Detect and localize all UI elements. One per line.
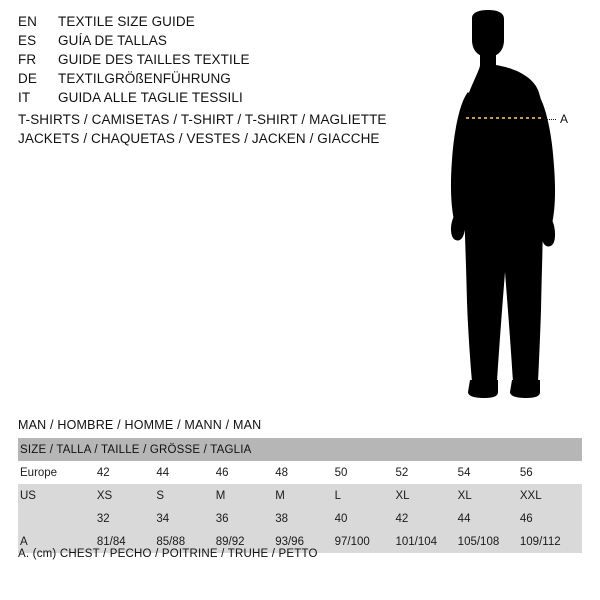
cell: 50 xyxy=(334,466,348,479)
table-row xyxy=(18,484,582,507)
cell: M xyxy=(215,489,226,502)
row-label: US xyxy=(20,489,36,502)
language-row xyxy=(18,14,378,33)
cell: L xyxy=(334,489,342,502)
garment-line-jackets: JACKETS / CHAQUETAS / VESTES / JACKEN / GIACCHE xyxy=(18,131,380,146)
cell: 89/92 xyxy=(215,535,245,548)
cell: 40 xyxy=(334,512,348,525)
table-header-row xyxy=(18,438,582,461)
cell: 46 xyxy=(215,466,229,479)
row-label xyxy=(18,507,97,530)
male-figure-illustration xyxy=(410,10,600,400)
cell: 81/84 xyxy=(96,535,126,548)
cell: 54 xyxy=(457,466,471,479)
cell: 42 xyxy=(96,466,110,479)
cell: 44 xyxy=(457,512,471,525)
language-list xyxy=(18,14,378,109)
measure-label-a: A xyxy=(560,112,569,126)
cell: 44 xyxy=(156,466,170,479)
cell: 101/104 xyxy=(395,535,438,548)
cell: 109/112 xyxy=(519,535,561,548)
cell: XL xyxy=(457,489,472,502)
table-header-label: SIZE / TALLA / TAILLE / GRÖSSE / TAGLIA xyxy=(20,443,252,456)
language-row xyxy=(18,90,378,109)
cell: 32 xyxy=(96,512,110,525)
language-text: TEXTILE SIZE GUIDE xyxy=(58,14,195,29)
cell: XL xyxy=(395,489,410,502)
cell: 34 xyxy=(156,512,170,525)
cell: 97/100 xyxy=(334,535,370,548)
table-row xyxy=(18,461,582,484)
language-text: GUIDE DES TAILLES TEXTILE xyxy=(58,52,250,67)
cell: S xyxy=(156,489,164,502)
cell: 85/88 xyxy=(156,535,186,548)
language-row xyxy=(18,71,378,90)
language-code: DE xyxy=(18,71,37,86)
measure-leader-line xyxy=(544,119,556,120)
size-table-section xyxy=(18,418,582,553)
cell: 56 xyxy=(519,466,533,479)
size-table xyxy=(18,438,582,553)
language-text: GUIDA ALLE TAGLIE TESSILI xyxy=(58,90,243,105)
garment-category-list xyxy=(18,110,418,148)
cell: 105/108 xyxy=(457,535,500,548)
cell: M xyxy=(275,489,285,502)
table-row xyxy=(18,507,582,530)
cell: 52 xyxy=(395,466,409,479)
row-label: Europe xyxy=(20,466,58,479)
cell: 36 xyxy=(215,512,229,525)
cell: 42 xyxy=(395,512,409,525)
language-text: GUÍA DE TALLAS xyxy=(58,33,167,48)
row-label: A xyxy=(20,535,28,548)
language-row xyxy=(18,33,378,52)
language-code: EN xyxy=(18,14,37,29)
cell: 93/96 xyxy=(275,535,304,548)
footnote-chest-measurement: A. (cm) CHEST / PECHO / POITRINE / TRUHE / PETTO xyxy=(18,548,318,560)
cell: 38 xyxy=(275,512,288,525)
language-row xyxy=(18,52,378,71)
cell: 46 xyxy=(519,512,533,525)
table-group-title: MAN / HOMBRE / HOMME / MANN / MAN xyxy=(18,418,262,432)
language-text: TEXTILGRÖßENFÜHRUNG xyxy=(58,71,231,86)
cell: XS xyxy=(96,489,113,502)
language-code: FR xyxy=(18,52,37,67)
cell: XXL xyxy=(519,489,542,502)
language-code: ES xyxy=(18,33,37,48)
cell: 48 xyxy=(275,466,288,479)
language-code: IT xyxy=(18,90,31,105)
garment-line-tshirts: T-SHIRTS / CAMISETAS / T-SHIRT / T-SHIRT / MAGLIETTE xyxy=(18,112,387,127)
